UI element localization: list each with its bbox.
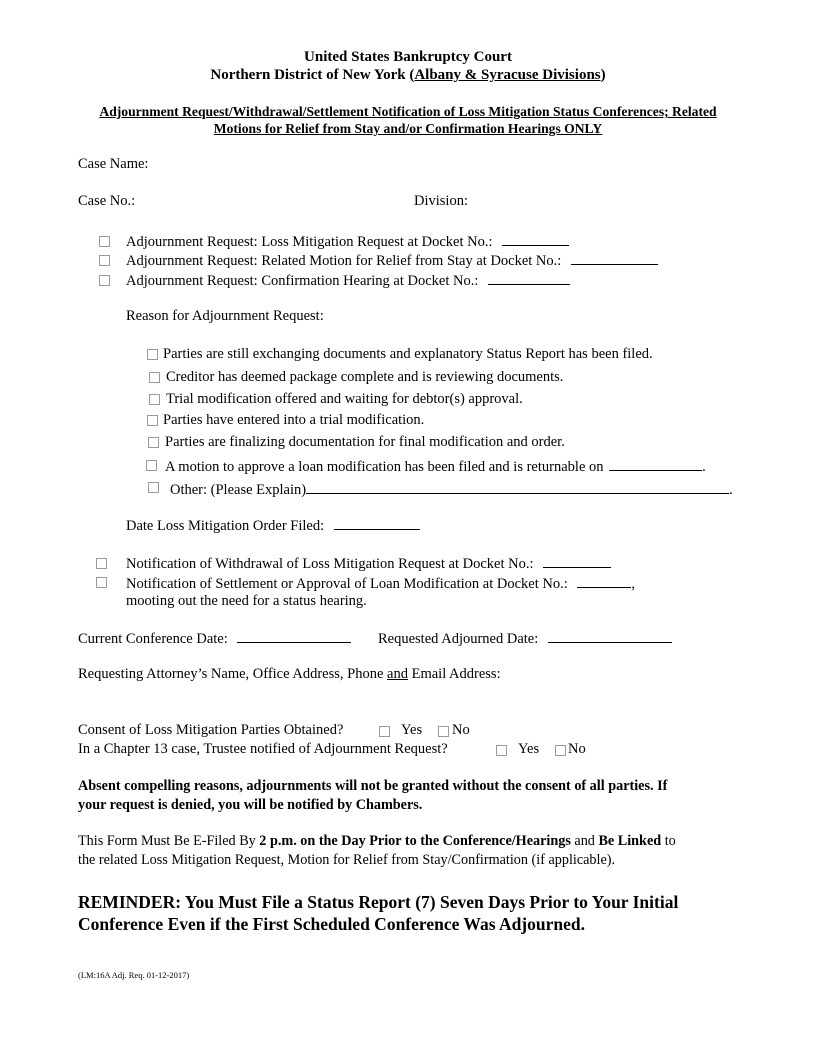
reason-6-text: A motion to approve a loan modification has been filed and is returnable on — [165, 459, 604, 475]
settlement-text: Notification of Settlement or Approval of Loan Modification at Docket No.: — [126, 576, 568, 592]
form-title-line2: Motions for Relief from Stay and/or Confirmation Hearings ONLY — [213, 121, 603, 136]
reason-heading: Reason for Adjournment Request: — [126, 308, 324, 324]
reason-6-checkbox[interactable] — [146, 460, 157, 471]
reason-5-label: Parties are finalizing documentation for final modification and order. — [165, 434, 565, 450]
returnable-date-field[interactable] — [609, 458, 702, 471]
district-suffix: ) — [600, 67, 606, 83]
division-label: Division: — [414, 193, 468, 209]
form-title-line1: Adjournment Request/Withdrawal/Settlement Notification of Loss Mitigation Status Conferences; Related — [99, 104, 717, 119]
adj-relief-stay-label — [126, 252, 658, 269]
attorney-suffix: Email Address: — [407, 666, 501, 682]
case-name-label: Case Name: — [78, 156, 149, 172]
reminder-line2: Conference Even if the First Scheduled Conference Was Adjourned. — [78, 914, 585, 934]
settlement-label: Notification of Settlement or Approval of Loan Modification at Docket No.: , — [126, 576, 635, 592]
adj-relief-stay-text: Adjournment Request: Related Motion for Relief from Stay at Docket No.: — [126, 253, 562, 269]
trustee-no-label: No — [568, 741, 586, 757]
trustee-question: In a Chapter 13 case, Trustee notified of Adjournment Request? — [78, 741, 448, 757]
case-no-label: Case No.: — [78, 193, 136, 209]
trustee-no-checkbox[interactable] — [555, 745, 566, 756]
date-order-filed-field[interactable] — [334, 517, 420, 530]
other-explain-field[interactable] — [306, 481, 729, 494]
attorney-and: and — [387, 666, 408, 682]
consent-no-checkbox[interactable] — [438, 726, 449, 737]
current-conference-date-label — [78, 630, 351, 647]
warning-line2: your request is denied, you will be notified by Chambers. — [78, 797, 423, 813]
adj-confirmation-text: Adjournment Request: Confirmation Hearing at Docket No.: — [126, 273, 479, 289]
current-conference-date-text: Current Conference Date: — [78, 631, 228, 647]
reason-6-label: A motion to approve a loan modification has been filed and is returnable on . — [165, 459, 706, 475]
efile-p3: to — [661, 833, 676, 849]
court-name: United States Bankruptcy Court — [304, 49, 512, 65]
court-district — [0, 68, 816, 83]
requested-date-label — [378, 630, 672, 647]
reason-4-checkbox[interactable] — [147, 415, 158, 426]
settlement-docket-field[interactable] — [577, 575, 631, 588]
reason-other-text: Other: (Please Explain) — [170, 482, 307, 498]
trustee-yes-label: Yes — [518, 741, 540, 757]
efile-line1 — [78, 834, 676, 848]
reminder-line1: REMINDER: You Must File a Status Report (7) Seven Days Prior to Your Initial — [78, 892, 679, 912]
reason-other-label: Other: (Please Explain) . — [170, 482, 733, 498]
form-footer-code: (LM:16A Adj. Req. 01-12-2017) — [78, 970, 190, 980]
adj-relief-stay-docket-field[interactable] — [571, 252, 658, 265]
reason-5-checkbox[interactable] — [148, 437, 159, 448]
withdrawal-docket-field[interactable] — [543, 555, 611, 568]
reason-3-label: Trial modification offered and waiting for debtor(s) approval. — [166, 391, 523, 407]
efile-deadline: 2 p.m. on the Day Prior to the Conference/Hearings — [259, 833, 571, 849]
current-conference-date-field[interactable] — [237, 630, 351, 643]
date-order-filed-text: Date Loss Mitigation Order Filed: — [126, 518, 325, 534]
withdrawal-checkbox[interactable] — [96, 558, 107, 569]
attorney-info-label — [78, 667, 501, 682]
reason-2-checkbox[interactable] — [149, 372, 160, 383]
settlement-continuation: mooting out the need for a status hearing. — [126, 593, 367, 609]
reason-1-checkbox[interactable] — [147, 349, 158, 360]
efile-p2: and — [570, 833, 599, 849]
adj-confirmation-checkbox[interactable] — [99, 275, 110, 286]
reason-4-label: Parties have entered into a trial modification. — [163, 412, 425, 428]
efile-line2: the related Loss Mitigation Request, Motion for Relief from Stay/Confirmation (if applicable). — [78, 852, 616, 868]
adj-loss-mitigation-text: Adjournment Request: Loss Mitigation Request at Docket No.: — [126, 234, 493, 250]
adj-loss-mitigation-checkbox[interactable] — [99, 236, 110, 247]
requested-date-text: Requested Adjourned Date: — [378, 631, 539, 647]
reason-3-checkbox[interactable] — [149, 394, 160, 405]
adj-confirmation-label — [126, 272, 570, 289]
adj-relief-stay-checkbox[interactable] — [99, 255, 110, 266]
efile-p1: This Form Must Be E-Filed By — [78, 833, 260, 849]
district-divisions: Albany & Syracuse Divisions — [414, 67, 601, 83]
consent-yes-checkbox[interactable] — [379, 726, 390, 737]
efile-linked: Be Linked — [598, 833, 662, 849]
requested-date-field[interactable] — [548, 630, 672, 643]
adj-confirmation-docket-field[interactable] — [488, 272, 570, 285]
consent-question: Consent of Loss Mitigation Parties Obtained? — [78, 722, 344, 738]
reason-1-label: Parties are still exchanging documents and explanatory Status Report has been filed. — [163, 346, 653, 362]
reason-2-label: Creditor has deemed package complete and is reviewing documents. — [166, 369, 564, 385]
withdrawal-label — [126, 555, 611, 572]
consent-no-label: No — [452, 722, 470, 738]
adj-loss-mitigation-docket-field[interactable] — [502, 233, 569, 246]
settlement-checkbox[interactable] — [96, 577, 107, 588]
district-prefix: Northern District of New York ( — [210, 67, 415, 83]
reason-other-checkbox[interactable] — [148, 482, 159, 493]
withdrawal-text: Notification of Withdrawal of Loss Mitigation Request at Docket No.: — [126, 556, 534, 572]
date-order-filed-label — [126, 517, 420, 534]
adj-loss-mitigation-label — [126, 233, 569, 250]
warning-line1: Absent compelling reasons, adjournments will not be granted without the consent of all parties. If — [78, 778, 668, 794]
trustee-yes-checkbox[interactable] — [496, 745, 507, 756]
attorney-prefix: Requesting Attorney’s Name, Office Address, Phone — [78, 666, 388, 682]
consent-yes-label: Yes — [401, 722, 423, 738]
